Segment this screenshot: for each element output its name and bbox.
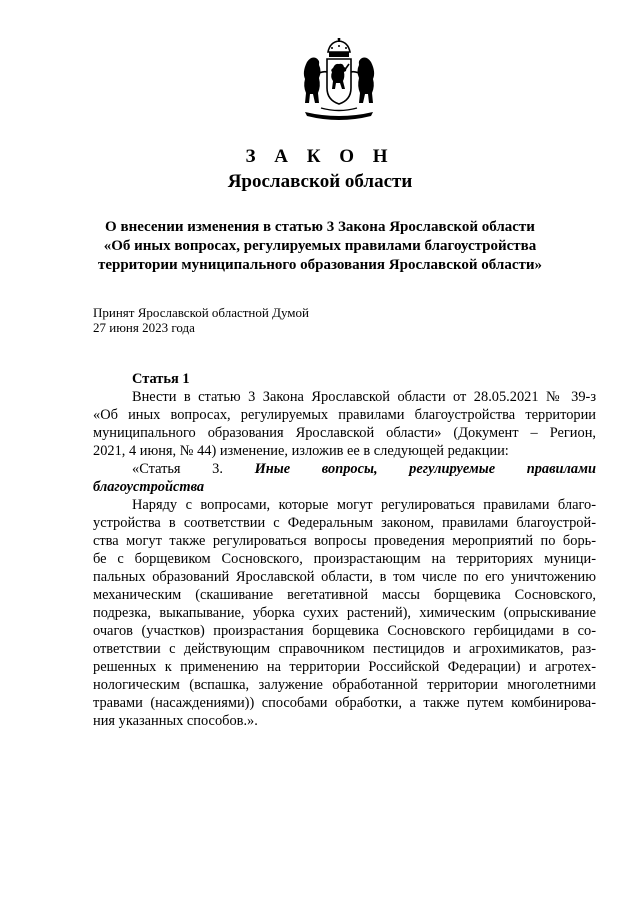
quoted-article-name-cont: благоустройства <box>93 479 205 495</box>
paragraph-line: решенных к применению на территории Российской Федерации) и агротех- <box>93 659 596 675</box>
intro-line: 2021, 4 июня, № 44) изменение, изложив ее в следующей редакции: <box>93 443 509 459</box>
paragraph-line: нологическим (вспашка, залужение обработанной территории многолетними <box>93 677 596 693</box>
document-heading <box>80 218 560 275</box>
paragraph-line: очагов (участков) произрастания борщевика Сосновского гербицидами в со- <box>93 623 596 639</box>
paragraph-line: пальных образований Ярославской области, в том числе по его уничтожению <box>93 569 596 585</box>
law-subtitle: Ярославской области <box>227 171 413 192</box>
adoption-date: 27 июня 2023 года <box>93 320 195 335</box>
intro-line: «Об иных вопросах, регулируемых правилами благоустройства территории <box>93 407 596 423</box>
paragraph-line: подрезка, выкапывание, уборка сухих растений), химическим (опрыскивание <box>93 605 596 621</box>
quoted-article-title <box>93 460 596 478</box>
adoption-note <box>93 305 309 335</box>
intro-line: Внести в статью 3 Закона Ярославской области от 28.05.2021 № 39-з <box>132 389 596 405</box>
quoted-article-name: Иные вопросы, регулируемые правилами <box>254 461 596 477</box>
heading-line: О внесении изменения в статью 3 Закона Ярославской области <box>105 219 535 235</box>
article-body <box>93 370 596 730</box>
paragraph-line: ния указанных способов.». <box>93 713 258 729</box>
intro-line: муниципального образования Ярославской области» (Документ – Регион, <box>93 425 596 441</box>
adoption-body: Принят Ярославской областной Думой <box>93 305 309 320</box>
law-title: З А К О Н <box>245 146 395 167</box>
paragraph-line: ства могут также регулироваться вопросы проведения мероприятий по борь- <box>93 533 596 549</box>
coat-of-arms-emblem <box>293 38 385 120</box>
quoted-article-number: «Статья 3. <box>132 461 223 477</box>
heading-line: «Об иных вопросах, регулируемых правилами благоустройства <box>103 238 537 254</box>
paragraph-line: ответствии с действующим справочником пестицидов и агрохимикатов, раз- <box>93 641 596 657</box>
paragraph-line: бе с борщевиком Сосновского, произрастающим на территориях муници- <box>93 551 596 567</box>
paragraph-line: травами (насаждениями)) способами обработки, а также путем комбинирова- <box>93 695 596 711</box>
heading-line: территории муниципального образования Ярославской области» <box>97 257 543 273</box>
paragraph-line: механическим (скашивание вегетативной массы борщевика Сосновского, <box>93 587 596 603</box>
paragraph-line: Наряду с вопросами, которые могут регулироваться правилами благо- <box>132 497 596 513</box>
paragraph-line: устройства в соответствии с Федеральным законом, правилами благоустрой- <box>93 515 596 531</box>
article-title: Статья 1 <box>132 371 190 387</box>
